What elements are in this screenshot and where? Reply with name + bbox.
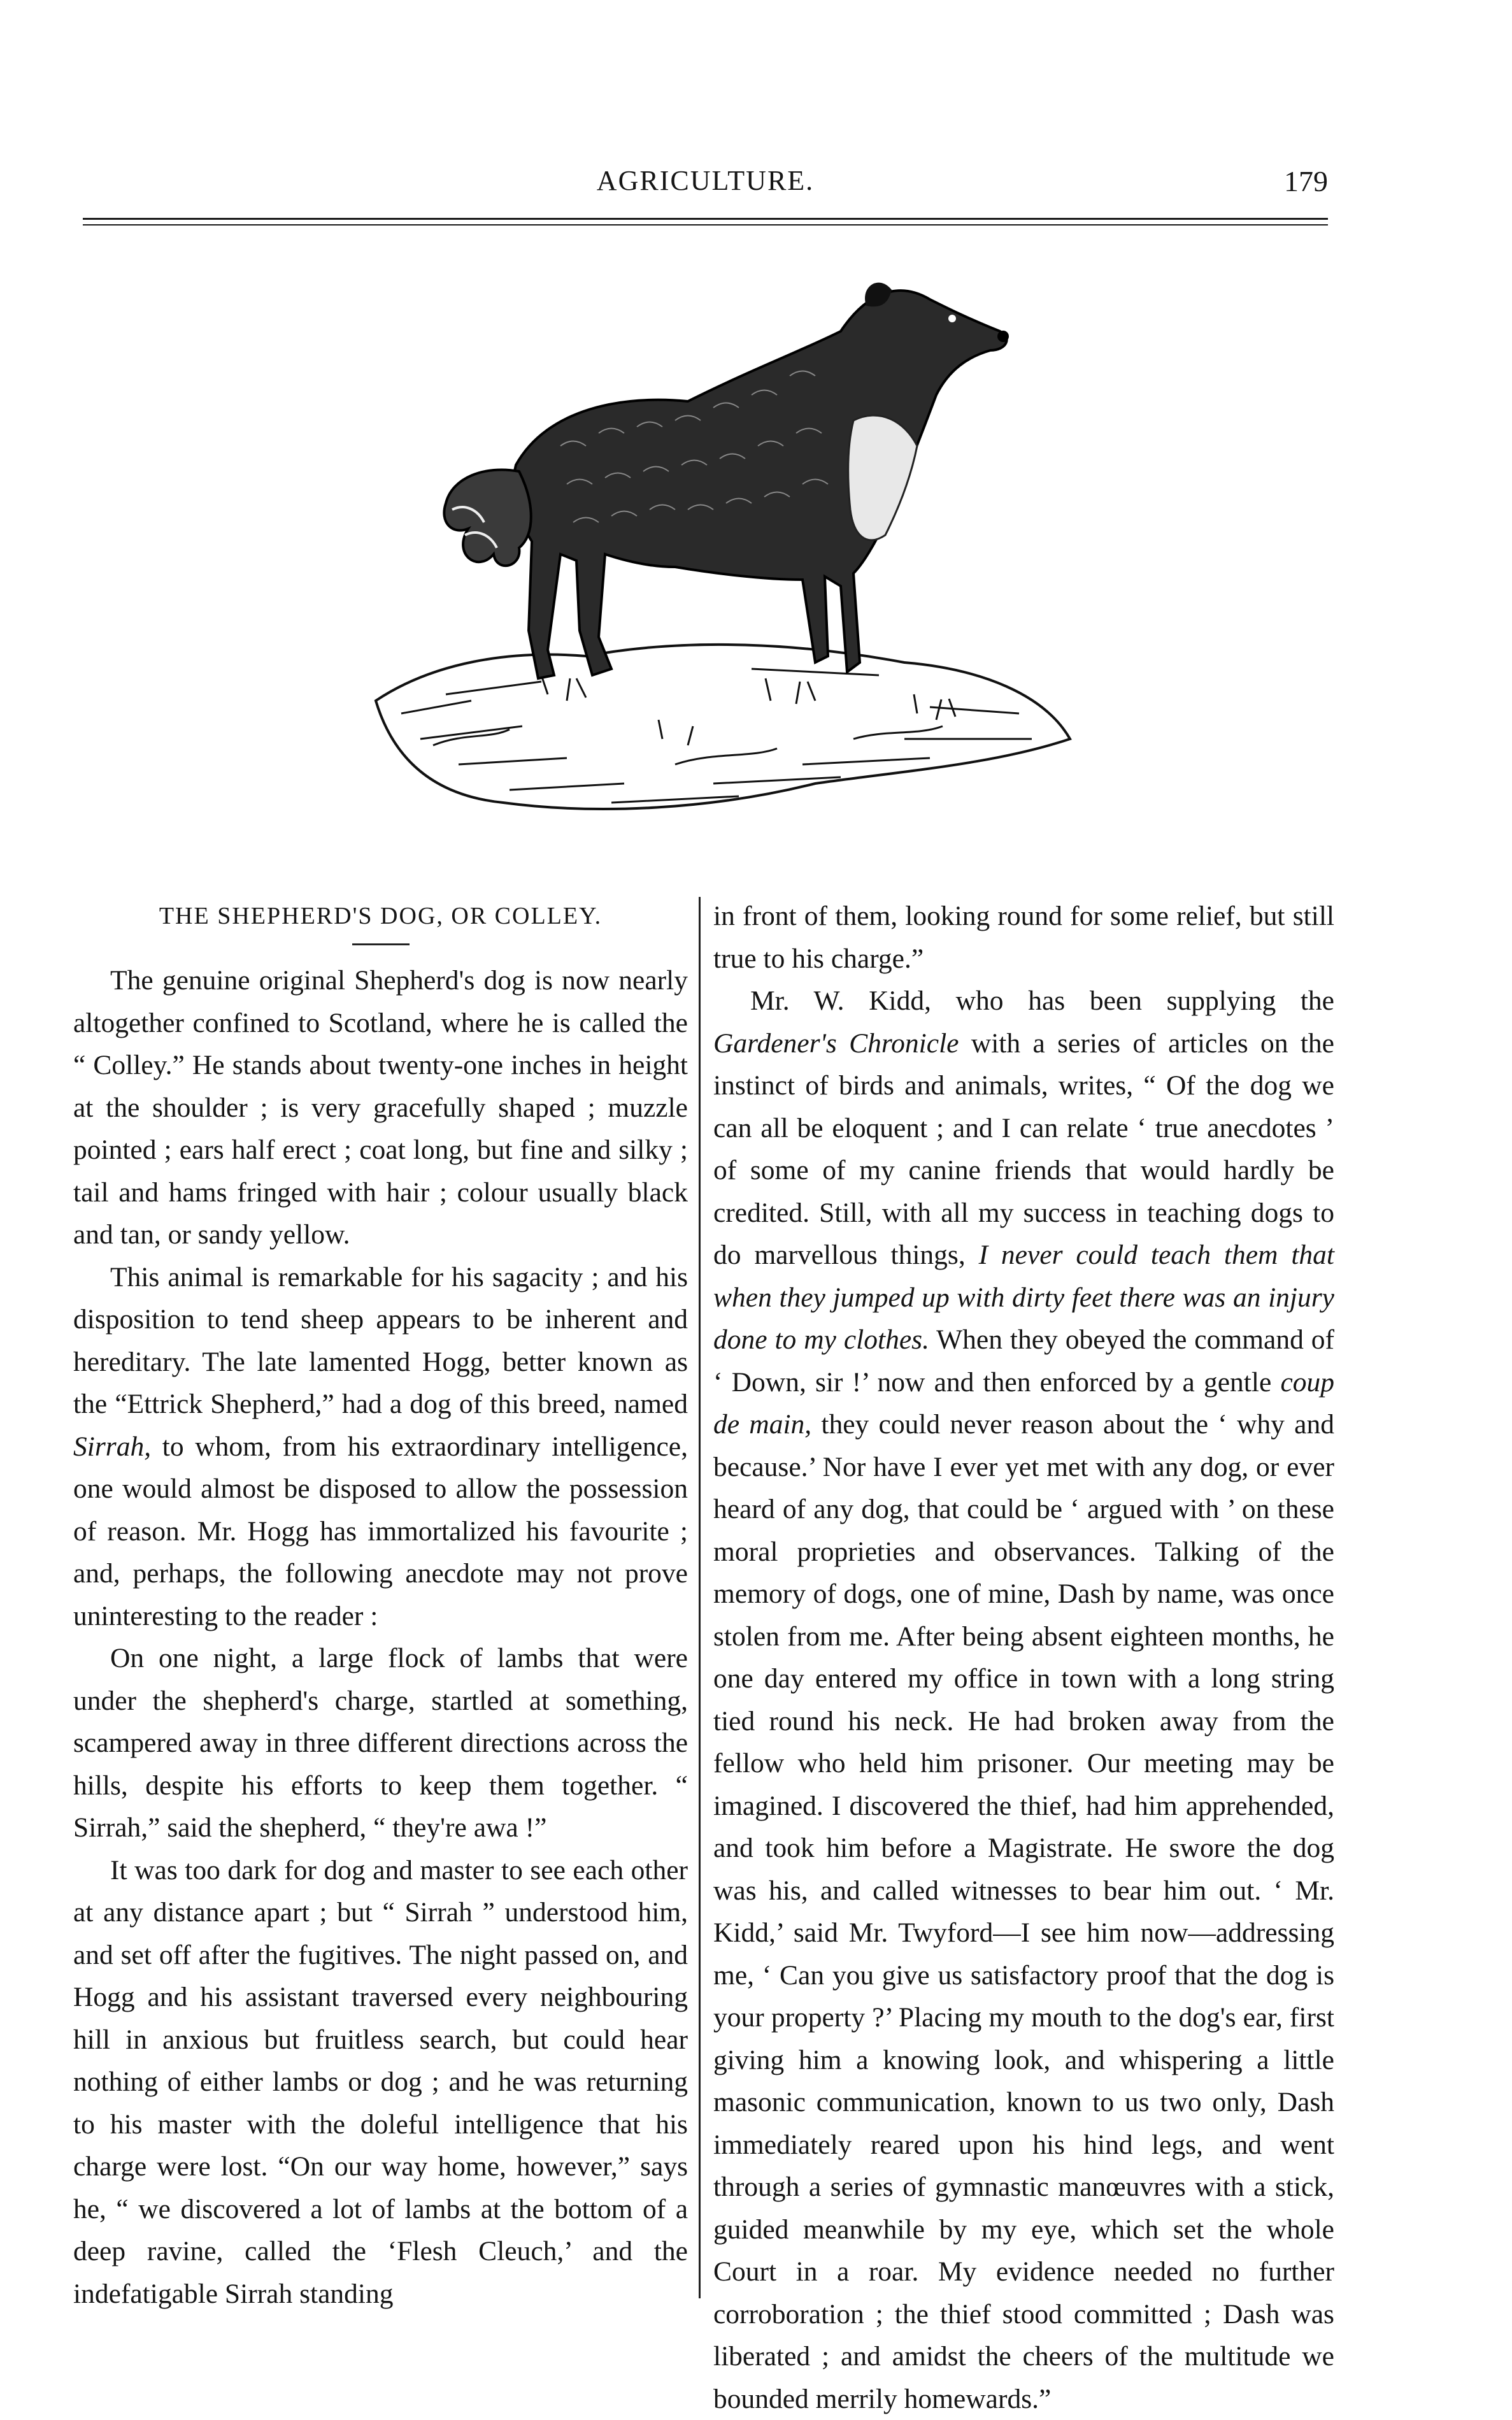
paragraph: On one night, a large flock of lambs that were under the shepherd's charge, startled at something, scampered away in three different directions across the hills, despite his efforts to keep them together. “ Sirrah,” said the shepherd, “ they're awa !” xyxy=(73,1643,688,1843)
paragraph-text: with a series of articles on the instinct of birds and animals, writes, “ Of the dog we can all be eloquent ; and I can relate ‘ true anecdotes ’ of some of my canine friends that would hardly be credited. Still, with all my success in teaching dogs to do marvellous things, xyxy=(713,1027,1334,1270)
left-column xyxy=(73,895,688,2315)
paragraph-text: When they obeyed the command of ‘ Down, sir !’ now and then enforced by a gentle xyxy=(713,1324,1334,1398)
sheepdog-engraving-icon xyxy=(357,255,1089,866)
paragraph-text: they could never reason about the ‘ why and because.’ Nor have I ever yet met with any dog, or ever heard of any dog, that could be ‘ argued with ’ on these moral proprieties and observances. Talking of the memory of dogs, one of mine, Dash by name, was once stolen from me. After being absent eighteen months, he one day entered my office in town with a long string tied round his neck. He had broken away from the fellow who held him prisoner. Our meeting may be imagined. I discovered the thief, had him apprehended, and took him before a Magistrate. He swore the dog was his, and called witnesses to bear him out. ‘ Mr. Kidd,’ said Mr. Twyford—I see him now—addressing me, ‘ Can you give us satisfactory proof that the dog is your property ?’ Placing my mouth to the dog's ear, first giving him a knowing look, and whispering a little masonic communication, known to us two only, Dash immediately reared upon his hind legs, and went through a series of gymnastic manœuvres with a stick, guided meanwhile by my eye, which set the whole Court in a roar. My evidence needed no further corroboration ; the thief stood committed ; Dash was liberated ; and amidst the cheers of the multitude we bounded merrily homewards.” xyxy=(713,1409,1334,2414)
paragraph-text: to whom, from his extraordinary intelligence, one would almost be disposed to allow the possession of reason. Mr. Hogg has immortalized his favourite ; and, perhaps, the following anecdote may not prove uninteresting to the reader : xyxy=(73,1431,688,1631)
journal-name: Gardener's Chronicle xyxy=(713,1027,959,1059)
paragraph: The genuine original Shepherd's dog is now nearly altogether confined to Scotland, where he is called the “ Colley.” He stands about twenty-one inches in height at the shoulder ; is very gracefully shaped ; muzzle pointed ; ears half erect ; coat long, but fine and silky ; tail and hams fringed with hair ; colour usually black and tan, or sandy yellow. xyxy=(73,965,688,1250)
column-divider xyxy=(699,897,701,2298)
header-rule-thin xyxy=(83,224,1328,226)
header-rule xyxy=(83,218,1328,220)
page-header xyxy=(83,164,1328,209)
paragraph xyxy=(713,980,1334,2420)
page-number: 179 xyxy=(1284,165,1328,197)
foreign-phrase: coup de main, xyxy=(713,1366,1334,1440)
paragraph: in front of them, looking round for some relief, but still true to his charge.” xyxy=(713,901,1334,974)
paragraph-text: Mr. W. Kidd, who has been supplying the xyxy=(750,985,1334,1016)
paragraph: It was too dark for dog and master to see each other at any distance apart ; but “ Sirrah ” understood him, and set off after the fugitives. The night passed on, and Hogg and his assistant traversed every neighbouring hill in anxious but fruitless search, but could hear nothing of either lambs or dog ; and he was returning to his master with the doleful intelligence that his charge were lost. “On our way home, however,” says he, “ we discovered a lot of lambs at the bottom of a deep ravine, called the ‘Flesh Cleuch,’ and the indefatigable Sirrah standing xyxy=(73,1854,688,2309)
running-head: AGRICULTURE. xyxy=(596,165,815,196)
dog-name: Sirrah, xyxy=(73,1431,152,1462)
title-rule xyxy=(352,943,410,945)
italic-quote: I never could teach them that when they jumped up with dirty feet there was an injury done to my clothes. xyxy=(713,1240,1334,1355)
paragraph-text: This animal is remarkable for his sagacity ; and his disposition to tend sheep appears to be inherent and hereditary. The late lamented Hogg, better known as the “Ettrick Shepherd,” had a dog of this breed, named xyxy=(73,1261,688,1419)
article-title: THE SHEPHERD'S DOG, OR COLLEY. xyxy=(159,903,603,929)
paragraph xyxy=(73,1256,688,1638)
right-column xyxy=(713,895,1334,2420)
